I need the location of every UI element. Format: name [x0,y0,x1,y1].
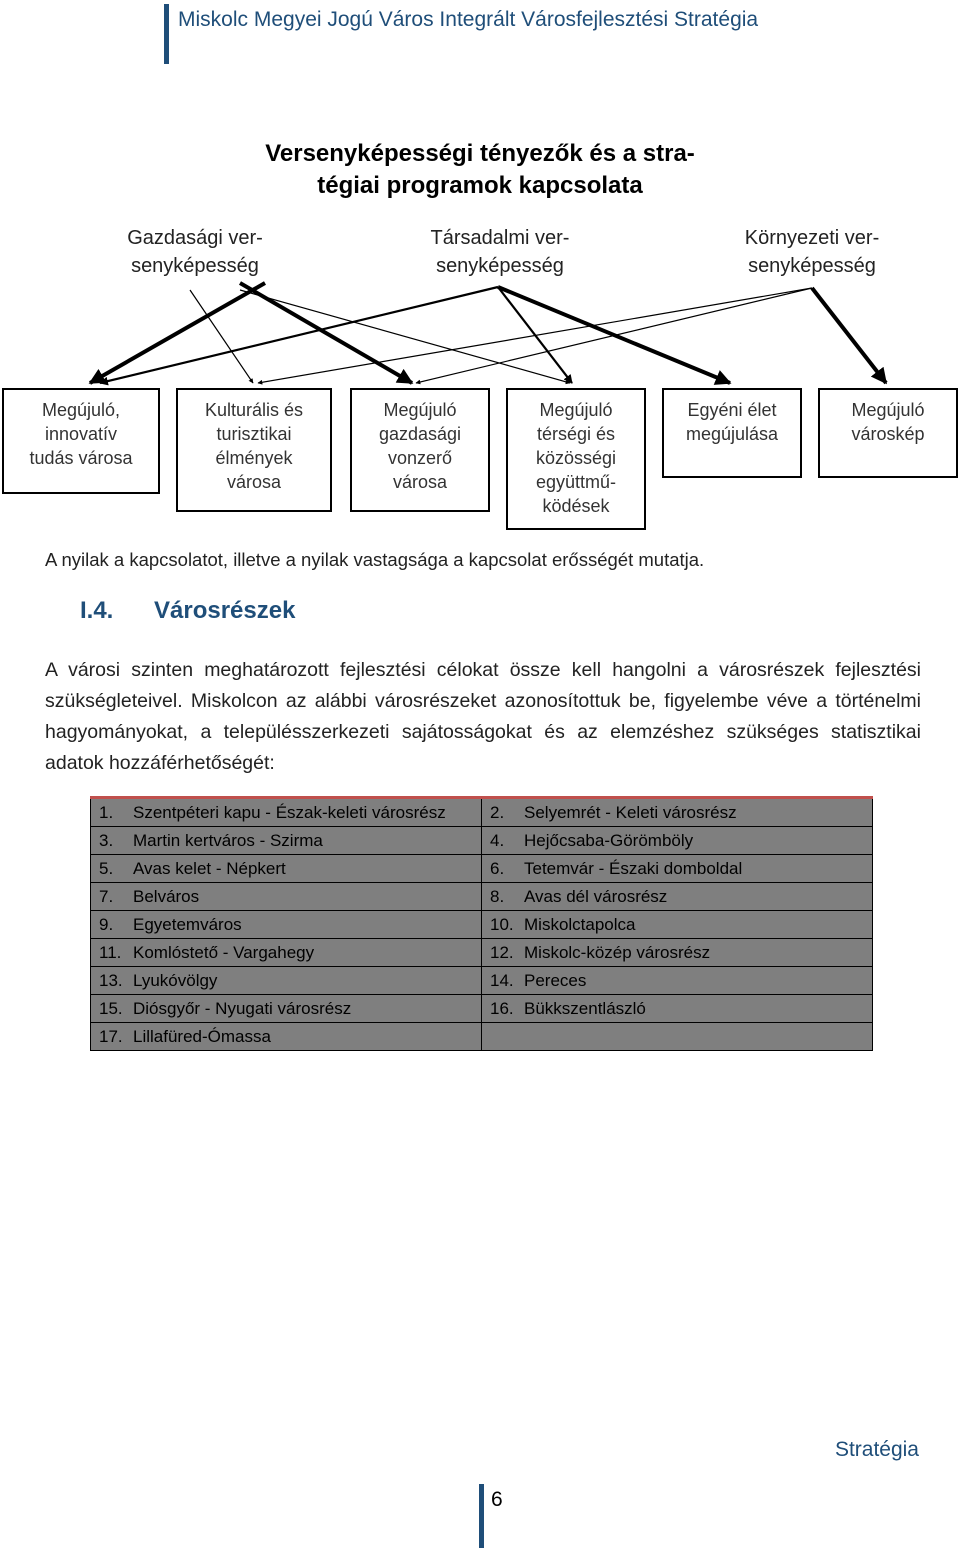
district-cell [482,883,873,911]
district-number: 5. [99,859,114,878]
district-name: Avas dél városrész [524,887,668,906]
program-label-line: városa [392,472,448,492]
district-cell [482,827,873,855]
program-label-line: városa [226,472,282,492]
district-name: Miskolctapolca [524,915,636,934]
district-number: 3. [99,831,114,850]
districts-table [90,796,873,1051]
district-cell [91,939,482,967]
table-row [91,939,873,967]
table-row [91,883,873,911]
program-label-line: turisztikai [216,424,292,444]
district-cell [482,967,873,995]
district-cell [91,855,482,883]
district-name: Tetemvár - Északi domboldal [524,859,743,878]
section-number: I.4. [80,597,114,624]
program-box-culture [176,388,332,512]
district-cell [91,1023,482,1051]
program-label-line: térségi és [536,424,616,444]
program-label-line: gazdasági [378,424,462,444]
district-cell [482,995,873,1023]
factor-label-line: Gazdasági ver- [127,227,263,249]
arrow-economic-attractive [240,283,412,383]
document-header-title: Miskolc Megyei Jogú Város Integrált Városfejlesztési Stratégia [178,8,759,31]
district-number: 13. [99,971,123,990]
district-name: Miskolc-közép városrész [524,943,711,962]
district-number: 4. [490,831,505,850]
district-number: 15. [99,999,123,1018]
district-cell [91,967,482,995]
program-label-line: együttmű- [535,472,617,492]
district-number: 6. [490,859,505,878]
figure-title-line: tégiai programok kapcsolata [317,172,643,199]
program-label-line: városkép [851,424,925,444]
program-label-line: közösségi [535,448,617,468]
district-number: 1. [99,803,114,822]
district-cell [482,855,873,883]
table-row [91,798,873,827]
district-cell [91,911,482,939]
arrow-social-innovation [100,287,498,383]
table-row [91,1023,873,1051]
district-name: Avas kelet - Népkert [133,859,286,878]
program-label-line: megújulása [685,424,779,444]
district-number: 10. [490,915,514,934]
figure-title-line: Versenyképességi tényezők és a stra- [265,140,695,167]
program-label-line: Megújuló [539,400,613,420]
arrow-economic-innovation [90,283,265,383]
district-name: Komlóstető - Vargahegy [133,943,315,962]
page-number-bar [479,1484,484,1548]
district-number: 7. [99,887,114,906]
factor-label-line: Társadalmi ver- [430,227,570,249]
district-cell [91,798,482,827]
program-label-line: élmények [215,448,293,468]
table-row [91,967,873,995]
table-row [91,995,873,1023]
table-row [91,855,873,883]
district-cell [91,995,482,1023]
footer-label: Stratégia [834,1438,919,1461]
district-cell [482,911,873,939]
district-number: 14. [490,971,514,990]
district-cell [91,827,482,855]
program-box-attractive-economy [350,388,490,512]
table-row [91,827,873,855]
district-number: 16. [490,999,514,1018]
factor-label-line: senyképesség [436,255,564,277]
program-box-individual-life [662,388,802,478]
district-name: Pereces [524,971,587,990]
program-label-line: Kulturális és [204,400,304,420]
program-box-regional-cooperation [506,388,646,530]
arrow-environmental-cityscape [812,288,886,383]
district-name: Szentpéteri kapu - Észak-keleti városrész [133,803,446,822]
district-cell [482,798,873,827]
program-box-innovation [2,388,160,494]
district-cell [482,939,873,967]
program-label-line: Megújuló, [41,400,121,420]
section-paragraph: A városi szinten meghatározott fejlesztési célokat össze kell hangolni a városrészek fejlesztési szükségleteivel. Miskolcon az alábbi városrészeket azonosítottuk be, figyelembe véve a történelmi hagyományokat, a településszerkezeti sajátosságokat és az elemzéshez szükséges statisztikai adatok hozzáférhetőségét: [45,659,921,774]
arrow-environmental-attractive [416,288,812,383]
figure-caption: A nyilak a kapcsolatot, illetve a nyilak vastagsága a kapcsolat erősségét mutatja. [45,549,705,570]
program-label-line: vonzerő [387,448,453,468]
district-name: Diósgyőr - Nyugati városrész [133,999,352,1018]
page-number: 6 [491,1488,503,1511]
district-name: Hejőcsaba-Görömböly [524,831,694,850]
arrow-economic-culture [190,290,253,383]
district-name: Egyetemváros [133,915,242,934]
program-label-line: innovatív [44,424,118,444]
table-row [91,911,873,939]
district-number: 17. [99,1027,123,1046]
factor-label-line: Környezeti ver- [744,227,880,249]
factor-label-line: senyképesség [748,255,876,277]
district-name: Lillafüred-Ómassa [133,1027,271,1046]
district-name: Belváros [133,887,200,906]
district-cell [482,1023,873,1051]
program-label-line: Egyéni élet [687,400,777,420]
district-name: Selyemrét - Keleti városrész [524,803,737,822]
district-cell [91,883,482,911]
program-label-line: tudás városa [29,448,133,468]
district-number: 12. [490,943,514,962]
district-name: Martin kertváros - Szirma [133,831,323,850]
program-box-cityscape [818,388,958,478]
section-title: Városrészek [154,597,296,624]
district-name: Lyukóvölgy [133,971,218,990]
factor-label-line: senyképesség [131,255,259,277]
district-number: 9. [99,915,114,934]
district-number: 11. [99,943,122,962]
program-label-line: ködések [542,496,610,516]
program-label-line: Megújuló [383,400,457,420]
district-number: 8. [490,887,505,906]
program-label-line: Megújuló [851,400,925,420]
district-name: Bükkszentlászló [524,999,646,1018]
district-number: 2. [490,803,505,822]
